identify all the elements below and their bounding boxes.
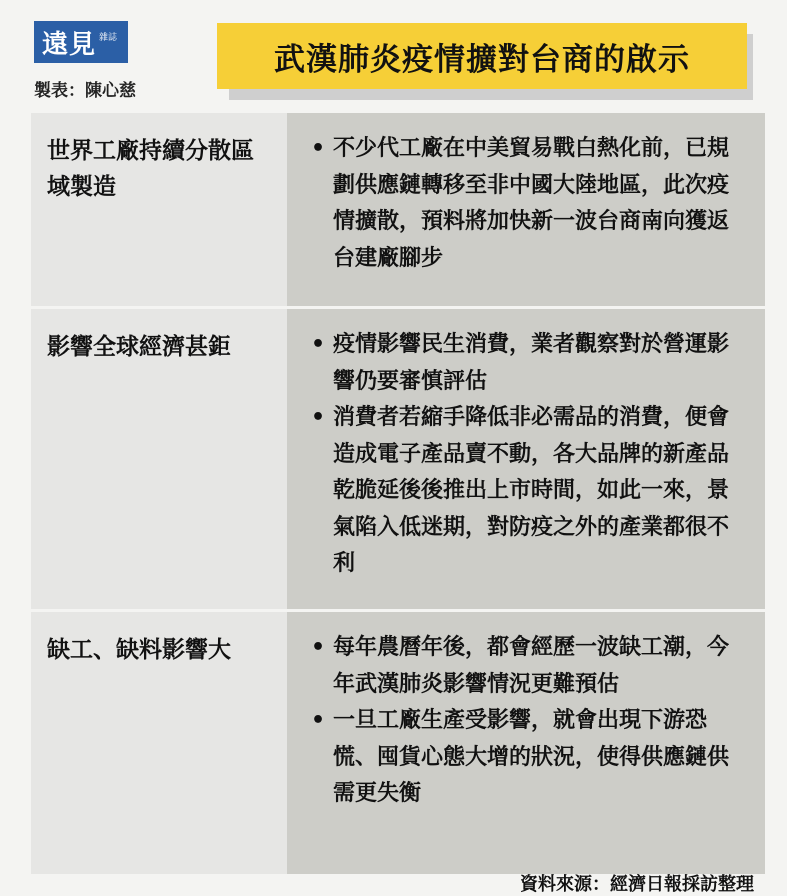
bullet-icon: • [310, 708, 326, 733]
publisher-logo [34, 21, 128, 63]
bullet-icon: • [310, 136, 326, 161]
logo-main-text: 遠見 [42, 29, 97, 60]
table-row [31, 612, 765, 877]
bullet-item [303, 131, 747, 277]
bullet-text: 不少代工廠在中美貿易戰白熱化前，已規劃供應鏈轉移至非中國大陸地區，此次疫情擴散，預料將加快新一波台商南向獲返台建廠腳步 [333, 136, 730, 271]
row-content [287, 309, 765, 609]
table-row [31, 113, 765, 309]
bullet-text: 一旦工廠生產受影響，就會出現下游恐慌、囤貨心態大增的狀況，使得供應鏈供需更失衡 [333, 708, 730, 806]
logo-sub-text: 雜誌 [99, 32, 118, 43]
bullet-text: 消費者若縮手降低非必需品的消費，便會造成電子產品賣不動，各大品牌的新產品乾脆延後後推出上市時間，如此一來，景氣陷入低迷期，對防疫之外的產業都很不利 [333, 405, 730, 576]
row-content [287, 612, 765, 874]
bullet-text: 每年農曆年後，都會經歷一波缺工潮，今年武漢肺炎影響情況更難預估 [333, 635, 730, 697]
bullet-icon: • [310, 332, 326, 357]
chart-credit: 製表：陳心慈 [34, 81, 136, 101]
row-heading: 世界工廠持續分散區域製造 [31, 113, 287, 306]
bullet-item [303, 327, 747, 400]
bullet-item [303, 703, 747, 813]
bullet-item [303, 630, 747, 703]
row-content [287, 113, 765, 306]
bullet-icon: • [310, 405, 326, 430]
data-source: 資料來源：經濟日報採訪整理 [520, 874, 754, 895]
page-title: 武漢肺炎疫情擴對台商的啟示 [217, 23, 747, 89]
row-heading: 影響全球經濟甚鉅 [31, 309, 287, 609]
bullet-icon: • [310, 635, 326, 660]
bullet-text: 疫情影響民生消費，業者觀察對於營運影響仍要審慎評估 [333, 332, 730, 394]
table-row [31, 309, 765, 612]
info-table [31, 113, 765, 877]
bullet-item [303, 400, 747, 583]
row-heading: 缺工、缺料影響大 [31, 612, 287, 874]
